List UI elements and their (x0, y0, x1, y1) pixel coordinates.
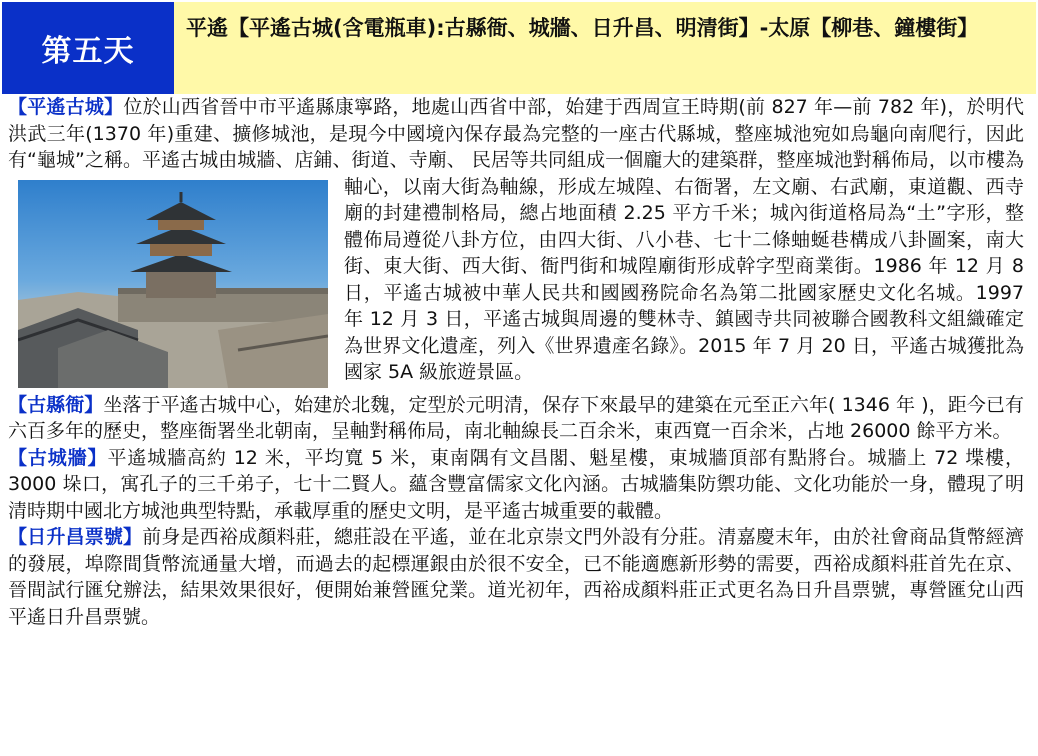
section-text-continued: 署，左文廟、右武廟，東道觀、西寺廟的封建禮制格局，總占地面積 2.25 平方千米；城內街道格局為“土”字形，整體佈局遵從八卦方位，由四大街、八小巷、七十二條蚰蜒巷構成八卦圖案，南大街、東大街、西大街、衙門街和城隍廟街形成幹字型商業街。1986 年 12 月 8 日，平遙古城被中華人民共和國國務院命名為第二批國家歷史文化名城。1997 年 12 月 3 日，平遙古城與周邊的雙林寺、鎮國寺共同被聯合國教科文組織確定為世界文化遺產，列入《世界遺產名錄》。2015 年 7 月 20 日，平遙古城獲批為國家 5A 級旅遊景區。 (344, 175, 1024, 383)
section-text: 前身是西裕成顏料莊，總莊設在平遙，並在北京崇文門外設有分莊。清嘉慶末年，由於社會商品貨幣經濟的發展，埠際間貨幣流通量大增，而過去的起標運銀由於很不安全，已不能適應新形勢的需要，西裕成顏料莊首先在京、晉間試行匯兌辦法，結果效果很好，便開始兼營匯兌業。道光初年，西裕成顏料莊正式更名為日升昌票號，專營匯兌山西平遙日升昌票號。 (8, 526, 1024, 628)
day-header (2, 2, 1036, 94)
section-tag: 【平遙古城】 (8, 96, 124, 118)
section-tag: 【日升昌票號】 (8, 526, 143, 548)
section-text: 平遙城牆高約 12 米，平均寬 5 米，東南隅有文昌閣、魁星樓，東城牆頂部有點將台。城牆上 72 堞樓，3000 垛口，寓孔子的三千弟子，七十二賢人。蘊含豐富儒家文化內涵。古城牆集防禦功能、文化功能於一身，體現了明清時期中國北方城池典型特點，承載厚重的歷史文明，是平遙古城重要的載體。 (8, 446, 1024, 522)
pingyao-city-tower-photo (18, 180, 328, 388)
section-tag: 【古縣衙】 (8, 393, 104, 416)
itinerary-title: 平遙【平遙古城(含電瓶車):古縣衙、城牆、日升昌、明清街】-太原【柳巷、鐘樓街】 (174, 2, 1036, 94)
article-body (8, 94, 1024, 630)
section-rishengchang-bank (8, 524, 1024, 630)
section-pingyao-ancient-city (8, 94, 1024, 386)
section-old-county-yamen (8, 392, 1024, 445)
section-text: 坐落于平遙古城中心，始建於北魏，定型於元明清，保存下來最早的建築在元至正六年( 1346 年 )，距今已有六百多年的歷史，整座衙署坐北朝南，呈軸對稱佈局，南北軸線長二百余米，東西寬一百余米，占地 26000 餘平方米。 (8, 393, 1024, 442)
section-ancient-city-wall (8, 445, 1024, 525)
section-tag: 【古城牆】 (8, 446, 108, 469)
section-text: 位於山西省晉中市平遙縣康寧路，地處山西省中部，始建于西周宣王時期(前 827 年—前 782 年)，於明代洪武三年(1370 年)重建、擴修城池，是現今中國境內保存最為完整的一座古代縣城，整座城池宛如烏龜向南爬行，因此有“龜城”之稱。平遙古城由城牆、店鋪、街道、寺廟、 民居等共同組成一個龐大的建築群，整座城池對稱佈局，以市樓為軸心，以南大街為軸線，形成左城隍、右衙 (8, 96, 1024, 198)
day-badge: 第五天 (2, 2, 174, 94)
